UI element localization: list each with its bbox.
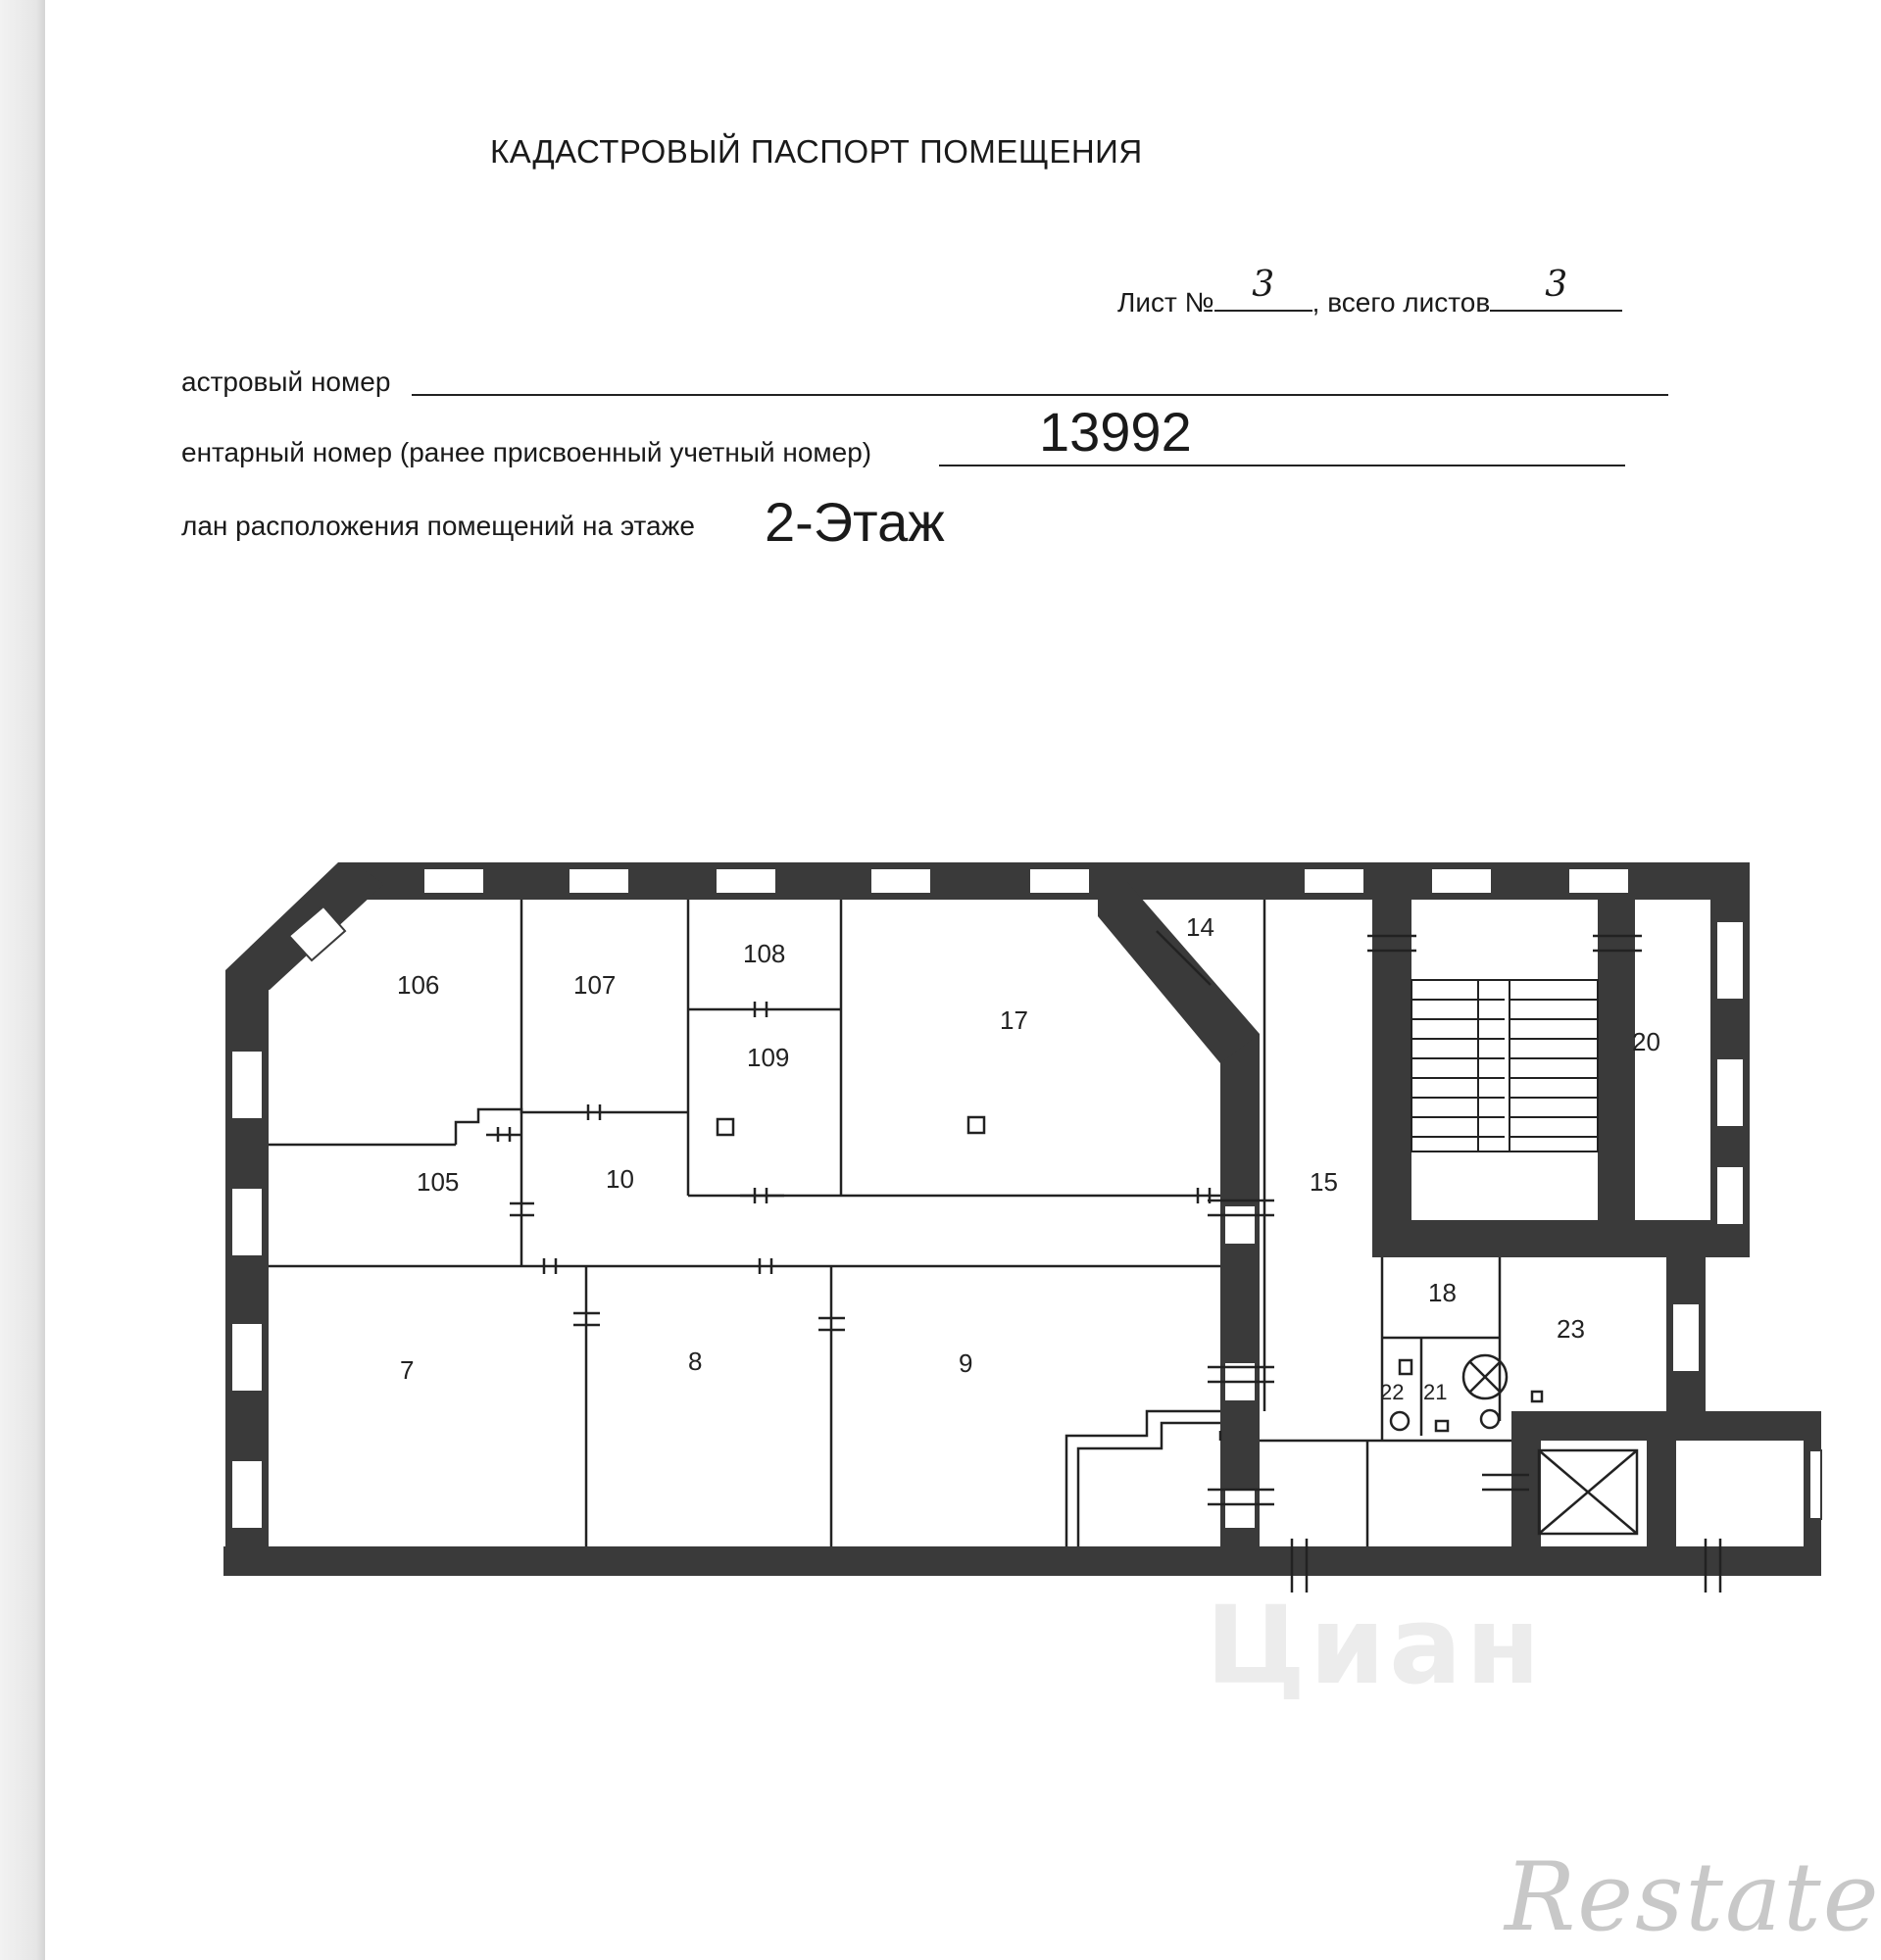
- cadastral-number-label: астровый номер: [181, 367, 391, 397]
- watermark: Циан: [1206, 1583, 1545, 1708]
- room-label-106: 106: [397, 970, 440, 1000]
- floor-plan-label: лан расположения помещений на этаже: [181, 511, 695, 541]
- restate-logo: Restate: [1505, 1842, 1881, 1952]
- room-label-109: 109: [747, 1043, 790, 1072]
- room-label-18: 18: [1428, 1278, 1457, 1307]
- room-label-20: 20: [1632, 1027, 1660, 1056]
- document-title: КАДАСТРОВЫЙ ПАСПОРТ ПОМЕЩЕНИЯ: [490, 133, 1143, 170]
- total-sheets: 3: [1545, 265, 1568, 305]
- floor-value: 2-Этаж: [765, 491, 945, 553]
- room-label-15: 15: [1310, 1167, 1338, 1197]
- inventory-number-value: 13992: [1039, 401, 1192, 463]
- sheet-number: 3: [1252, 265, 1275, 305]
- room-label-23: 23: [1557, 1314, 1585, 1344]
- total-sheets-label: , всего листов: [1312, 287, 1491, 318]
- room-label-107: 107: [573, 970, 617, 1000]
- room-label-9: 9: [959, 1348, 973, 1378]
- room-label-14: 14: [1186, 912, 1214, 942]
- room-label-21: 21: [1423, 1380, 1448, 1404]
- room-label-10: 10: [606, 1164, 634, 1194]
- room-label-17: 17: [1000, 1005, 1028, 1035]
- room-label-8: 8: [688, 1347, 703, 1376]
- room-label-7: 7: [400, 1355, 415, 1385]
- staircase: [1411, 980, 1598, 1152]
- room-label-105: 105: [417, 1167, 460, 1197]
- room-label-108: 108: [743, 939, 786, 968]
- room-label-22: 22: [1380, 1380, 1405, 1404]
- inventory-number-label: ентарный номер (ранее присвоенный учетный номер): [181, 437, 872, 467]
- sheet-label: Лист №: [1117, 287, 1214, 318]
- interior-partitions: [269, 900, 1511, 1546]
- exterior-walls: [223, 862, 1821, 1576]
- elevator-shaft: [1539, 1450, 1637, 1534]
